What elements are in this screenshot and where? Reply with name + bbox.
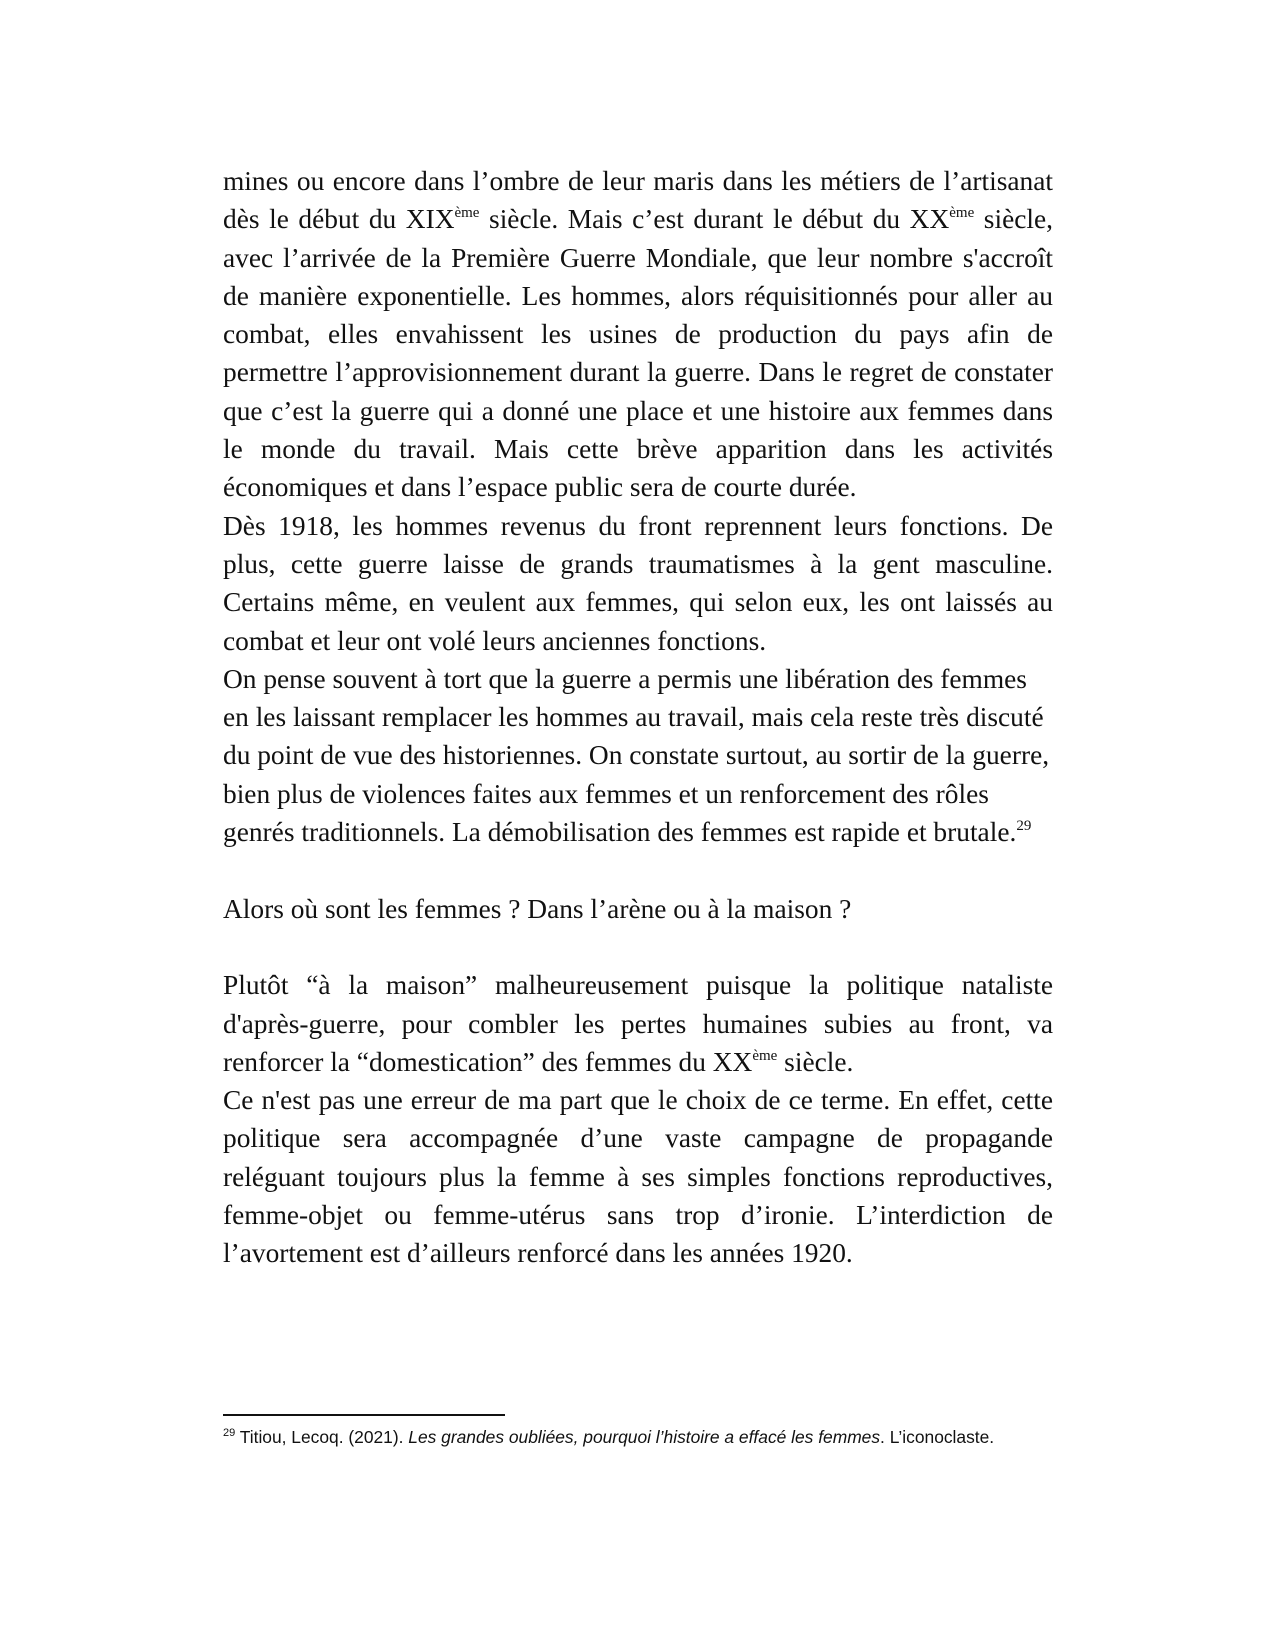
blank-line [223, 928, 1053, 966]
footnote-number: 29 [223, 1427, 236, 1439]
paragraph-1 [223, 162, 1053, 507]
footnote [223, 1425, 1053, 1449]
paragraph-2: Dès 1918, les hommes revenus du front reprennent leurs fonctions. De plus, cette guerre laisse de grands traumatismes à la gent masculine. Certains même, en veulent aux femmes, qui selon eux, les ont laissés au combat et leur ont volé leurs anciennes fonctions. [223, 510, 1053, 656]
paragraph-1-text-b: siècle. Mais c’est durant le début du XX [479, 204, 950, 235]
paragraph-3 [223, 660, 1053, 851]
page-body [223, 162, 1053, 1273]
paragraph-4-text-b: siècle. [777, 1046, 854, 1077]
paragraph-5: Ce n'est pas une erreur de ma part que le choix de ce terme. En effet, cette politique sera accompagnée d’une vaste campagne de propagande reléguant toujours plus la femme à ses simples fonctions reproductives, femme-objet ou femme-utérus sans trop d’ironie. L’interdiction de l’avortement est d’ailleurs renforcé dans les années 1920. [223, 1085, 1053, 1269]
footnote-title: Les grandes oubliées, pourquoi l’histoire a effacé les femmes [408, 1427, 881, 1447]
footnote-publisher: . L’iconoclaste. [880, 1427, 995, 1447]
superscript-eme: ème [949, 205, 975, 222]
footnote-reference[interactable]: 29 [1016, 818, 1032, 835]
paragraph-4 [223, 966, 1053, 1081]
paragraph-3-text: On pense souvent à tort que la guerre a permis une libération des femmes en les laissant remplacer les hommes au travail, mais cela reste très discuté du point de vue des historiennes. On constate surtout, au sortir de la guerre, bien plus de violences faites aux femmes et un renforcement des rôles genrés traditionnels. La démobilisation des femmes est rapide et brutale. [223, 663, 1050, 848]
superscript-eme: ème [454, 205, 480, 222]
superscript-eme: ème [752, 1047, 778, 1064]
paragraph-question: Alors où sont les femmes ? Dans l’arène ou à la maison ? [223, 893, 852, 924]
footnote-authors: Titiou, Lecoq. (2021). [235, 1427, 409, 1447]
paragraph-1-text-c: siècle, avec l’arrivée de la Première Guerre Mondiale, que leur nombre s'accroît de manière exponentielle. Les hommes, alors réquisitionnés pour aller au combat, elles envahissent les usines de production du pays afin de permettre l’approvisionnement durant la guerre. Dans le regret de constater que c’est la guerre qui a donné une place et une histoire aux femmes dans le monde du travail. Mais cette brève apparition dans les activités économiques et dans l’espace public sera de courte durée. [223, 204, 1054, 503]
paragraph-4-text-a: Plutôt “à la maison” malheureusement puisque la politique nataliste d'après-guerre, pour combler les pertes humaines subies au front, va renforcer la “domestication” des femmes du XX [223, 970, 1053, 1077]
footnote-separator [223, 1414, 505, 1416]
blank-line [223, 851, 1053, 889]
paragraph-1-text-a: mines ou encore dans l’ombre de leur maris dans les métiers de l’artisanat dès le début du XIX [223, 166, 1053, 235]
